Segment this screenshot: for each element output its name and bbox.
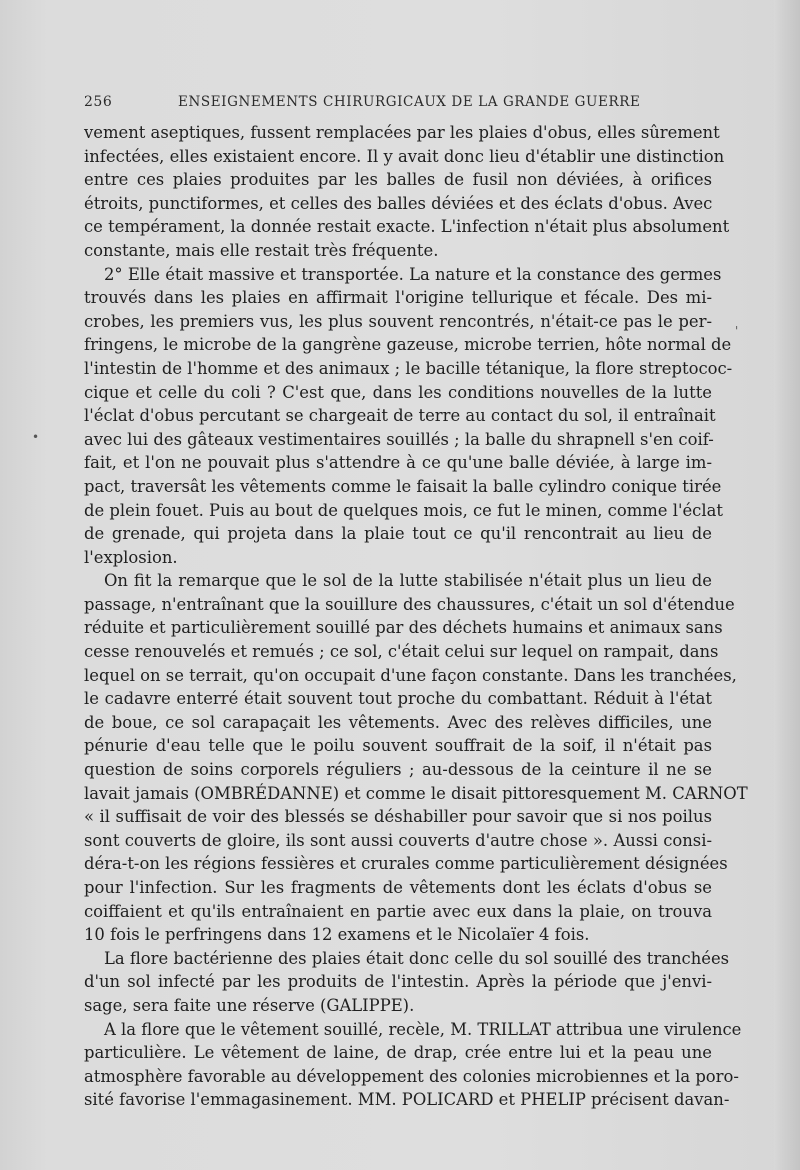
body-text — [84, 121, 748, 1112]
text-line: cesse renouvelés et remués ; ce sol, c'était celui sur lequel on rampait, dans — [84, 642, 719, 662]
text-line: de plein fouet. Puis au bout de quelques mois, ce fut le minen, comme l'éclat — [84, 500, 723, 520]
text-line: cique et celle du coli ? C'est que, dans les conditions nouvelles de la lutte — [84, 382, 712, 402]
text-line: 2° Elle était massive et transportée. La nature et la constance des germes — [104, 264, 722, 284]
text-line: constante, mais elle restait très fréquente. — [84, 240, 439, 260]
text-line: réduite et particulièrement souillé par des déchets humains et animaux sans — [84, 618, 723, 638]
text-line: pact, traversât les vêtements comme le faisait la balle cylindro conique tirée — [84, 476, 722, 496]
running-title: ENSEIGNEMENTS CHIRURGICAUX DE LA GRANDE GUERRE — [178, 94, 641, 110]
text-line: coiffaient et qu'ils entraînaient en partie avec eux dans la plaie, on trouva — [84, 901, 712, 921]
text-line: crobes, les premiers vus, les plus souvent rencontrés, n'était-ce pas le per- — [84, 311, 712, 331]
text-line: sage, sera faite une réserve (GALIPPE). — [84, 995, 415, 1015]
margin-dot: • — [32, 430, 40, 444]
text-line: le cadavre enterré était souvent tout proche du combattant. Réduit à l'état — [84, 689, 712, 709]
text-line: sont couverts de gloire, ils sont aussi couverts d'autre chose ». Aussi consi- — [84, 830, 712, 850]
text-line: pour l'infection. Sur les fragments de vêtements dont les éclats d'obus se — [84, 878, 712, 897]
text-line: La flore bactérienne des plaies était donc celle du sol souillé des tranchées — [104, 948, 730, 968]
text-line: lequel on se terrait, qu'on occupait d'une façon constante. Dans les tranchées, — [84, 665, 737, 685]
text-line: question de soins corporels réguliers ; au-dessous de la ceinture il ne se — [84, 760, 712, 780]
text-line: l'explosion. — [84, 547, 178, 567]
text-line: On fit la remarque que le sol de la lutte stabilisée n'était plus un lieu de — [104, 571, 712, 591]
text-line: de grenade, qui projeta dans la plaie tout ce qu'il rencontrait au lieu de — [84, 524, 712, 544]
text-line: 10 fois le perfringens dans 12 examens et le Nicolaïer 4 fois. — [84, 925, 590, 945]
text-line: déra-t-on les régions fessières et crurales comme particulièrement désignées — [84, 854, 728, 874]
text-line: d'un sol infecté par les produits de l'intestin. Après la période que j'envi- — [84, 972, 712, 992]
page-edge-shadow — [774, 0, 800, 1170]
text-line: l'intestin de l'homme et des animaux ; le bacille tétanique, la flore streptococ- — [84, 358, 733, 378]
text-line: ce tempérament, la donnée restait exacte. L'infection n'était plus absolument — [84, 217, 730, 237]
text-line: étroits, punctiformes, et celles des balles déviées et des éclats d'obus. Avec — [84, 193, 713, 213]
text-line: fait, et l'on ne pouvait plus s'attendre à ce qu'une balle déviée, à large im- — [84, 453, 712, 473]
text-line: « il suffisait de voir des blessés se déshabiller pour savoir que si nos poilus — [84, 807, 712, 827]
text-line: passage, n'entraînant que la souillure des chaussures, c'était un sol d'étendue — [84, 594, 735, 614]
page-number: 256 — [84, 94, 113, 110]
page-header — [84, 94, 714, 116]
text-line: sité favorise l'emmagasinement. MM. POLICARD et PHELIP précisent davan- — [84, 1090, 730, 1110]
text-line: trouvés dans les plaies en affirmait l'origine tellurique et fécale. Des mi- — [84, 288, 712, 308]
text-line: pénurie d'eau telle que le poilu souvent souffrait de la soif, il n'était pas — [84, 736, 712, 756]
text-line: vement aseptiques, fussent remplacées par les plaies d'obus, elles sûrement — [84, 123, 720, 142]
text-line: lavait jamais (OMBRÉDANNE) et comme le disait pittoresquement M. CARNOT — [84, 783, 748, 803]
text-line: l'éclat d'obus percutant se chargeait de terre au contact du sol, il entraînait — [84, 406, 716, 426]
text-line: particulière. Le vêtement de laine, de drap, crée entre lui et la peau une — [84, 1043, 712, 1063]
text-line: entre ces plaies produites par les balles de fusil non déviées, à orifices — [84, 170, 712, 190]
margin-tick: ' — [735, 324, 739, 338]
text-line: A la flore que le vêtement souillé, recèle, M. TRILLAT attribua une virulence — [104, 1019, 742, 1039]
text-line: atmosphère favorable au développement des colonies microbiennes et la poro- — [84, 1066, 739, 1086]
text-line: infectées, elles existaient encore. Il y avait donc lieu d'établir une distinction — [84, 146, 725, 166]
text-line: fringens, le microbe de la gangrène gazeuse, microbe terrien, hôte normal de — [84, 335, 732, 355]
text-line: de boue, ce sol carapaçait les vêtements. Avec des relèves difficiles, une — [84, 712, 712, 732]
text-line: avec lui des gâteaux vestimentaires souillés ; la balle du shrapnell s'en coif- — [84, 429, 714, 449]
